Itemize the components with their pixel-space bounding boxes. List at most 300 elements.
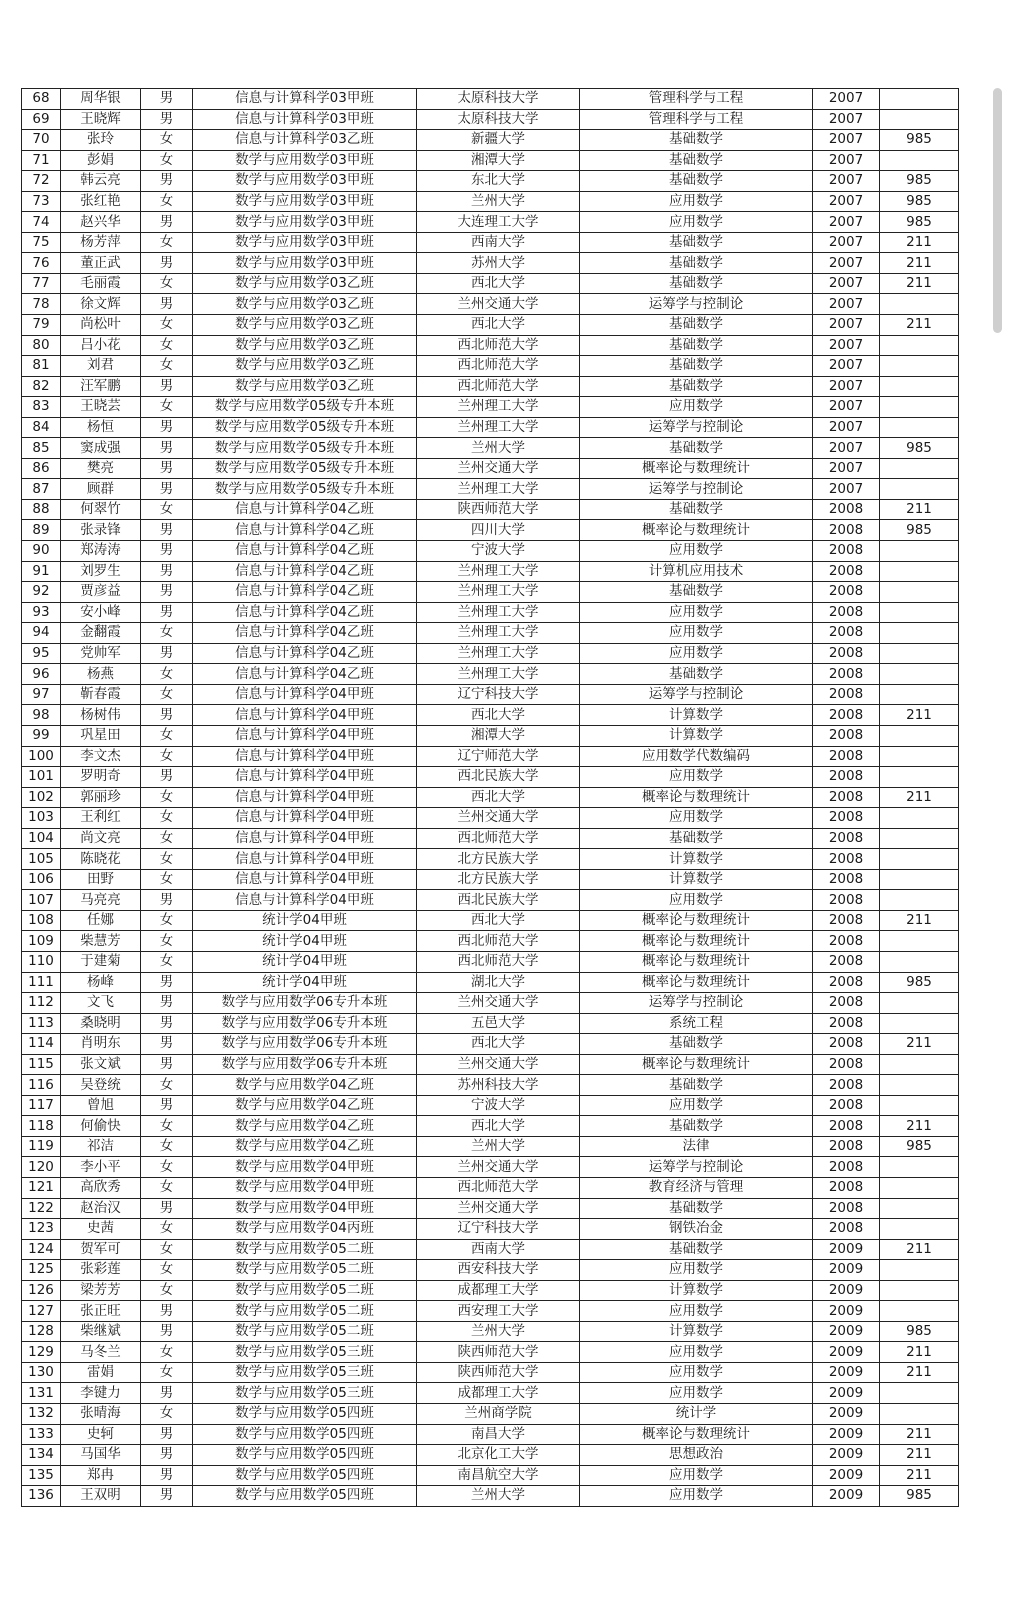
table-row bbox=[22, 1260, 959, 1281]
gender-cell: 男 bbox=[141, 1321, 193, 1342]
year-cell: 2008 bbox=[813, 1157, 880, 1178]
name-cell: 张正旺 bbox=[61, 1301, 141, 1322]
class-cell: 数学与应用数学03甲班 bbox=[193, 253, 417, 274]
gender-cell: 男 bbox=[141, 1424, 193, 1445]
school-tier-cell: 211 bbox=[880, 1445, 959, 1466]
major-cell: 运筹学与控制论 bbox=[580, 417, 813, 438]
gender-cell: 女 bbox=[141, 232, 193, 253]
gender-cell: 男 bbox=[141, 1383, 193, 1404]
year-cell: 2009 bbox=[813, 1260, 880, 1281]
gender-cell: 男 bbox=[141, 253, 193, 274]
table-row bbox=[22, 171, 959, 192]
name-cell: 徐文辉 bbox=[61, 294, 141, 315]
table-row bbox=[22, 438, 959, 459]
gender-cell: 男 bbox=[141, 294, 193, 315]
university-cell: 西北大学 bbox=[417, 273, 580, 294]
gender-cell: 男 bbox=[141, 1486, 193, 1507]
name-cell: 杨恒 bbox=[61, 417, 141, 438]
name-cell: 顾群 bbox=[61, 479, 141, 500]
major-cell: 应用数学 bbox=[580, 1095, 813, 1116]
year-cell: 2008 bbox=[813, 582, 880, 603]
gender-cell: 男 bbox=[141, 417, 193, 438]
university-cell: 西北大学 bbox=[417, 910, 580, 931]
table-row bbox=[22, 1445, 959, 1466]
year-cell: 2007 bbox=[813, 315, 880, 336]
school-tier-cell: 985 bbox=[880, 972, 959, 993]
school-tier-cell bbox=[880, 725, 959, 746]
university-cell: 兰州大学 bbox=[417, 191, 580, 212]
gender-cell: 男 bbox=[141, 1301, 193, 1322]
row-number-cell: 118 bbox=[22, 1116, 61, 1137]
row-number-cell: 74 bbox=[22, 212, 61, 233]
table-row bbox=[22, 1075, 959, 1096]
school-tier-cell: 211 bbox=[880, 1424, 959, 1445]
row-number-cell: 81 bbox=[22, 356, 61, 377]
name-cell: 高欣秀 bbox=[61, 1177, 141, 1198]
class-cell: 数学与应用数学04丙班 bbox=[193, 1219, 417, 1240]
class-cell: 信息与计算科学04乙班 bbox=[193, 541, 417, 562]
class-cell: 统计学04甲班 bbox=[193, 972, 417, 993]
name-cell: 董正武 bbox=[61, 253, 141, 274]
class-cell: 数学与应用数学03乙班 bbox=[193, 335, 417, 356]
class-cell: 信息与计算科学04甲班 bbox=[193, 787, 417, 808]
row-number-cell: 73 bbox=[22, 191, 61, 212]
row-number-cell: 128 bbox=[22, 1321, 61, 1342]
row-number-cell: 71 bbox=[22, 150, 61, 171]
class-cell: 信息与计算科学04甲班 bbox=[193, 725, 417, 746]
school-tier-cell bbox=[880, 1198, 959, 1219]
school-tier-cell bbox=[880, 561, 959, 582]
table-row bbox=[22, 1198, 959, 1219]
year-cell: 2008 bbox=[813, 705, 880, 726]
name-cell: 李键力 bbox=[61, 1383, 141, 1404]
gender-cell: 男 bbox=[141, 438, 193, 459]
school-tier-cell bbox=[880, 828, 959, 849]
major-cell: 系统工程 bbox=[580, 1013, 813, 1034]
table-row bbox=[22, 130, 959, 151]
class-cell: 数学与应用数学06专升本班 bbox=[193, 993, 417, 1014]
major-cell: 思想政治 bbox=[580, 1445, 813, 1466]
name-cell: 汪军鹏 bbox=[61, 376, 141, 397]
row-number-cell: 104 bbox=[22, 828, 61, 849]
school-tier-cell bbox=[880, 931, 959, 952]
name-cell: 樊亮 bbox=[61, 458, 141, 479]
university-cell: 北方民族大学 bbox=[417, 849, 580, 870]
major-cell: 基础数学 bbox=[580, 582, 813, 603]
class-cell: 数学与应用数学05级专升本班 bbox=[193, 397, 417, 418]
university-cell: 苏州大学 bbox=[417, 253, 580, 274]
name-cell: 张玲 bbox=[61, 130, 141, 151]
name-cell: 任娜 bbox=[61, 910, 141, 931]
university-cell: 兰州大学 bbox=[417, 1321, 580, 1342]
name-cell: 郑涛涛 bbox=[61, 541, 141, 562]
university-cell: 湘潭大学 bbox=[417, 150, 580, 171]
school-tier-cell bbox=[880, 89, 959, 110]
major-cell: 概率论与数理统计 bbox=[580, 1424, 813, 1445]
row-number-cell: 130 bbox=[22, 1362, 61, 1383]
school-tier-cell bbox=[880, 1280, 959, 1301]
university-cell: 西北师范大学 bbox=[417, 931, 580, 952]
table-row bbox=[22, 1301, 959, 1322]
major-cell: 基础数学 bbox=[580, 1198, 813, 1219]
name-cell: 王晓芸 bbox=[61, 397, 141, 418]
class-cell: 数学与应用数学05四班 bbox=[193, 1486, 417, 1507]
school-tier-cell bbox=[880, 767, 959, 788]
school-tier-cell bbox=[880, 1219, 959, 1240]
table-row bbox=[22, 1116, 959, 1137]
class-cell: 信息与计算科学04甲班 bbox=[193, 849, 417, 870]
graduate-admissions-table bbox=[21, 88, 959, 1507]
school-tier-cell bbox=[880, 458, 959, 479]
row-number-cell: 115 bbox=[22, 1054, 61, 1075]
university-cell: 辽宁科技大学 bbox=[417, 1219, 580, 1240]
row-number-cell: 129 bbox=[22, 1342, 61, 1363]
university-cell: 兰州大学 bbox=[417, 1136, 580, 1157]
row-number-cell: 97 bbox=[22, 684, 61, 705]
table-row bbox=[22, 1136, 959, 1157]
university-cell: 兰州理工大学 bbox=[417, 664, 580, 685]
row-number-cell: 134 bbox=[22, 1445, 61, 1466]
row-number-cell: 96 bbox=[22, 664, 61, 685]
class-cell: 数学与应用数学03乙班 bbox=[193, 376, 417, 397]
name-cell: 党帅军 bbox=[61, 643, 141, 664]
gender-cell: 女 bbox=[141, 1239, 193, 1260]
row-number-cell: 90 bbox=[22, 541, 61, 562]
school-tier-cell bbox=[880, 746, 959, 767]
year-cell: 2007 bbox=[813, 438, 880, 459]
name-cell: 李小平 bbox=[61, 1157, 141, 1178]
row-number-cell: 120 bbox=[22, 1157, 61, 1178]
university-cell: 西北师范大学 bbox=[417, 376, 580, 397]
university-cell: 辽宁科技大学 bbox=[417, 684, 580, 705]
gender-cell: 女 bbox=[141, 191, 193, 212]
university-cell: 太原科技大学 bbox=[417, 109, 580, 130]
school-tier-cell bbox=[880, 849, 959, 870]
gender-cell: 男 bbox=[141, 643, 193, 664]
row-number-cell: 108 bbox=[22, 910, 61, 931]
table-row bbox=[22, 150, 959, 171]
table-row bbox=[22, 951, 959, 972]
major-cell: 应用数学 bbox=[580, 808, 813, 829]
major-cell: 应用数学 bbox=[580, 1301, 813, 1322]
gender-cell: 男 bbox=[141, 1013, 193, 1034]
gender-cell: 女 bbox=[141, 1280, 193, 1301]
year-cell: 2007 bbox=[813, 335, 880, 356]
class-cell: 数学与应用数学05级专升本班 bbox=[193, 417, 417, 438]
school-tier-cell: 985 bbox=[880, 191, 959, 212]
gender-cell: 男 bbox=[141, 561, 193, 582]
row-number-cell: 101 bbox=[22, 767, 61, 788]
school-tier-cell: 211 bbox=[880, 253, 959, 274]
university-cell: 宁波大学 bbox=[417, 1095, 580, 1116]
university-cell: 兰州理工大学 bbox=[417, 397, 580, 418]
university-cell: 兰州交通大学 bbox=[417, 808, 580, 829]
table-row bbox=[22, 1054, 959, 1075]
year-cell: 2007 bbox=[813, 253, 880, 274]
class-cell: 数学与应用数学05级专升本班 bbox=[193, 479, 417, 500]
gender-cell: 女 bbox=[141, 808, 193, 829]
table-row bbox=[22, 1362, 959, 1383]
university-cell: 西北师范大学 bbox=[417, 356, 580, 377]
year-cell: 2007 bbox=[813, 212, 880, 233]
table-row bbox=[22, 315, 959, 336]
school-tier-cell bbox=[880, 808, 959, 829]
university-cell: 西北师范大学 bbox=[417, 828, 580, 849]
school-tier-cell bbox=[880, 109, 959, 130]
table-row bbox=[22, 725, 959, 746]
scrollbar-thumb[interactable] bbox=[993, 88, 1002, 333]
school-tier-cell bbox=[880, 664, 959, 685]
table-row bbox=[22, 643, 959, 664]
major-cell: 应用数学 bbox=[580, 1383, 813, 1404]
major-cell: 基础数学 bbox=[580, 376, 813, 397]
year-cell: 2007 bbox=[813, 397, 880, 418]
row-number-cell: 92 bbox=[22, 582, 61, 603]
major-cell: 基础数学 bbox=[580, 335, 813, 356]
class-cell: 信息与计算科学03乙班 bbox=[193, 130, 417, 151]
university-cell: 西北师范大学 bbox=[417, 951, 580, 972]
row-number-cell: 91 bbox=[22, 561, 61, 582]
school-tier-cell bbox=[880, 1177, 959, 1198]
major-cell: 概率论与数理统计 bbox=[580, 787, 813, 808]
major-cell: 管理科学与工程 bbox=[580, 109, 813, 130]
row-number-cell: 117 bbox=[22, 1095, 61, 1116]
class-cell: 数学与应用数学05二班 bbox=[193, 1239, 417, 1260]
year-cell: 2008 bbox=[813, 993, 880, 1014]
university-cell: 西南大学 bbox=[417, 232, 580, 253]
year-cell: 2007 bbox=[813, 376, 880, 397]
name-cell: 雷娟 bbox=[61, 1362, 141, 1383]
year-cell: 2007 bbox=[813, 356, 880, 377]
year-cell: 2008 bbox=[813, 1116, 880, 1137]
row-number-cell: 88 bbox=[22, 499, 61, 520]
university-cell: 北方民族大学 bbox=[417, 869, 580, 890]
row-number-cell: 99 bbox=[22, 725, 61, 746]
row-number-cell: 109 bbox=[22, 931, 61, 952]
major-cell: 应用数学 bbox=[580, 1486, 813, 1507]
class-cell: 统计学04甲班 bbox=[193, 951, 417, 972]
university-cell: 兰州商学院 bbox=[417, 1404, 580, 1425]
class-cell: 数学与应用数学03乙班 bbox=[193, 294, 417, 315]
school-tier-cell bbox=[880, 1383, 959, 1404]
gender-cell: 男 bbox=[141, 479, 193, 500]
major-cell: 计算数学 bbox=[580, 869, 813, 890]
table-row bbox=[22, 1239, 959, 1260]
table-row bbox=[22, 89, 959, 110]
table-row bbox=[22, 479, 959, 500]
row-number-cell: 113 bbox=[22, 1013, 61, 1034]
major-cell: 概率论与数理统计 bbox=[580, 910, 813, 931]
name-cell: 曾旭 bbox=[61, 1095, 141, 1116]
table-row bbox=[22, 1383, 959, 1404]
year-cell: 2009 bbox=[813, 1362, 880, 1383]
year-cell: 2008 bbox=[813, 787, 880, 808]
major-cell: 基础数学 bbox=[580, 1034, 813, 1055]
gender-cell: 女 bbox=[141, 1260, 193, 1281]
class-cell: 数学与应用数学03甲班 bbox=[193, 232, 417, 253]
year-cell: 2007 bbox=[813, 294, 880, 315]
gender-cell: 女 bbox=[141, 273, 193, 294]
row-number-cell: 69 bbox=[22, 109, 61, 130]
major-cell: 基础数学 bbox=[580, 171, 813, 192]
year-cell: 2007 bbox=[813, 191, 880, 212]
class-cell: 信息与计算科学04乙班 bbox=[193, 623, 417, 644]
university-cell: 西北大学 bbox=[417, 315, 580, 336]
row-number-cell: 100 bbox=[22, 746, 61, 767]
school-tier-cell: 985 bbox=[880, 438, 959, 459]
name-cell: 柴继斌 bbox=[61, 1321, 141, 1342]
name-cell: 王晓辉 bbox=[61, 109, 141, 130]
row-number-cell: 114 bbox=[22, 1034, 61, 1055]
name-cell: 吴登统 bbox=[61, 1075, 141, 1096]
school-tier-cell bbox=[880, 541, 959, 562]
gender-cell: 男 bbox=[141, 171, 193, 192]
gender-cell: 女 bbox=[141, 1404, 193, 1425]
row-number-cell: 132 bbox=[22, 1404, 61, 1425]
name-cell: 张录锋 bbox=[61, 520, 141, 541]
name-cell: 梁芳芳 bbox=[61, 1280, 141, 1301]
major-cell: 计算数学 bbox=[580, 725, 813, 746]
year-cell: 2008 bbox=[813, 972, 880, 993]
gender-cell: 女 bbox=[141, 1342, 193, 1363]
year-cell: 2008 bbox=[813, 1095, 880, 1116]
gender-cell: 女 bbox=[141, 150, 193, 171]
table-row bbox=[22, 582, 959, 603]
class-cell: 信息与计算科学04甲班 bbox=[193, 890, 417, 911]
row-number-cell: 124 bbox=[22, 1239, 61, 1260]
school-tier-cell bbox=[880, 602, 959, 623]
row-number-cell: 121 bbox=[22, 1177, 61, 1198]
name-cell: 罗明奇 bbox=[61, 767, 141, 788]
university-cell: 西安理工大学 bbox=[417, 1301, 580, 1322]
school-tier-cell: 211 bbox=[880, 787, 959, 808]
gender-cell: 女 bbox=[141, 1177, 193, 1198]
year-cell: 2008 bbox=[813, 520, 880, 541]
school-tier-cell bbox=[880, 951, 959, 972]
name-cell: 尚松叶 bbox=[61, 315, 141, 336]
row-number-cell: 111 bbox=[22, 972, 61, 993]
year-cell: 2009 bbox=[813, 1301, 880, 1322]
gender-cell: 女 bbox=[141, 684, 193, 705]
name-cell: 杨燕 bbox=[61, 664, 141, 685]
year-cell: 2008 bbox=[813, 664, 880, 685]
school-tier-cell: 985 bbox=[880, 1321, 959, 1342]
row-number-cell: 125 bbox=[22, 1260, 61, 1281]
table-row bbox=[22, 1034, 959, 1055]
major-cell: 应用数学 bbox=[580, 1465, 813, 1486]
gender-cell: 男 bbox=[141, 993, 193, 1014]
row-number-cell: 85 bbox=[22, 438, 61, 459]
row-number-cell: 106 bbox=[22, 869, 61, 890]
school-tier-cell bbox=[880, 1301, 959, 1322]
row-number-cell: 86 bbox=[22, 458, 61, 479]
class-cell: 信息与计算科学04乙班 bbox=[193, 643, 417, 664]
gender-cell: 女 bbox=[141, 315, 193, 336]
school-tier-cell bbox=[880, 335, 959, 356]
class-cell: 信息与计算科学03甲班 bbox=[193, 109, 417, 130]
university-cell: 大连理工大学 bbox=[417, 212, 580, 233]
name-cell: 肖明东 bbox=[61, 1034, 141, 1055]
gender-cell: 男 bbox=[141, 1054, 193, 1075]
table-row bbox=[22, 1157, 959, 1178]
row-number-cell: 79 bbox=[22, 315, 61, 336]
table-row bbox=[22, 767, 959, 788]
university-cell: 东北大学 bbox=[417, 171, 580, 192]
name-cell: 田野 bbox=[61, 869, 141, 890]
gender-cell: 女 bbox=[141, 849, 193, 870]
major-cell: 统计学 bbox=[580, 1404, 813, 1425]
class-cell: 数学与应用数学05二班 bbox=[193, 1260, 417, 1281]
class-cell: 统计学04甲班 bbox=[193, 910, 417, 931]
class-cell: 数学与应用数学03甲班 bbox=[193, 212, 417, 233]
school-tier-cell bbox=[880, 1013, 959, 1034]
year-cell: 2007 bbox=[813, 171, 880, 192]
university-cell: 兰州交通大学 bbox=[417, 1157, 580, 1178]
table-row bbox=[22, 273, 959, 294]
class-cell: 信息与计算科学04乙班 bbox=[193, 664, 417, 685]
gender-cell: 男 bbox=[141, 1198, 193, 1219]
year-cell: 2008 bbox=[813, 684, 880, 705]
school-tier-cell bbox=[880, 417, 959, 438]
school-tier-cell: 985 bbox=[880, 212, 959, 233]
class-cell: 信息与计算科学04甲班 bbox=[193, 684, 417, 705]
school-tier-cell bbox=[880, 1095, 959, 1116]
row-number-cell: 103 bbox=[22, 808, 61, 829]
gender-cell: 女 bbox=[141, 1219, 193, 1240]
row-number-cell: 84 bbox=[22, 417, 61, 438]
name-cell: 陈晓花 bbox=[61, 849, 141, 870]
class-cell: 数学与应用数学04乙班 bbox=[193, 1075, 417, 1096]
class-cell: 数学与应用数学03乙班 bbox=[193, 315, 417, 336]
year-cell: 2007 bbox=[813, 273, 880, 294]
class-cell: 信息与计算科学04甲班 bbox=[193, 705, 417, 726]
gender-cell: 男 bbox=[141, 767, 193, 788]
school-tier-cell: 211 bbox=[880, 315, 959, 336]
university-cell: 南昌航空大学 bbox=[417, 1465, 580, 1486]
name-cell: 李文杰 bbox=[61, 746, 141, 767]
year-cell: 2007 bbox=[813, 130, 880, 151]
year-cell: 2009 bbox=[813, 1445, 880, 1466]
class-cell: 数学与应用数学03乙班 bbox=[193, 356, 417, 377]
name-cell: 郑冉 bbox=[61, 1465, 141, 1486]
school-tier-cell: 211 bbox=[880, 1116, 959, 1137]
row-number-cell: 93 bbox=[22, 602, 61, 623]
year-cell: 2008 bbox=[813, 1013, 880, 1034]
school-tier-cell bbox=[880, 1157, 959, 1178]
table-row bbox=[22, 746, 959, 767]
major-cell: 基础数学 bbox=[580, 150, 813, 171]
table-row bbox=[22, 931, 959, 952]
gender-cell: 男 bbox=[141, 1095, 193, 1116]
year-cell: 2009 bbox=[813, 1424, 880, 1445]
university-cell: 兰州理工大学 bbox=[417, 479, 580, 500]
name-cell: 马亮亮 bbox=[61, 890, 141, 911]
table-row bbox=[22, 787, 959, 808]
class-cell: 信息与计算科学04甲班 bbox=[193, 767, 417, 788]
name-cell: 尚文亮 bbox=[61, 828, 141, 849]
year-cell: 2008 bbox=[813, 808, 880, 829]
major-cell: 计算数学 bbox=[580, 849, 813, 870]
university-cell: 湖北大学 bbox=[417, 972, 580, 993]
major-cell: 基础数学 bbox=[580, 253, 813, 274]
name-cell: 柴慧芳 bbox=[61, 931, 141, 952]
year-cell: 2008 bbox=[813, 561, 880, 582]
university-cell: 西南大学 bbox=[417, 1239, 580, 1260]
name-cell: 刘君 bbox=[61, 356, 141, 377]
university-cell: 成都理工大学 bbox=[417, 1280, 580, 1301]
university-cell: 兰州理工大学 bbox=[417, 623, 580, 644]
school-tier-cell bbox=[880, 1260, 959, 1281]
